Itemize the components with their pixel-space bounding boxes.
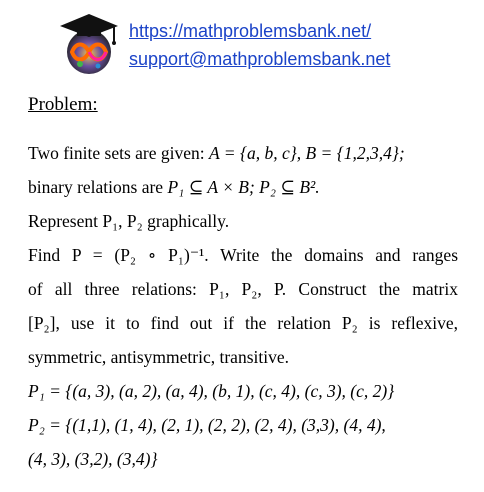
problem-text: [28, 136, 458, 476]
problem-line-1: Two finite sets are given: A = {a, b, c}, B = {1,2,3,4};: [28, 143, 405, 163]
problem-line-4: Find P = (P₂ ∘ P₁)⁻¹. Write the domains and ranges: [28, 245, 458, 265]
problem-line-2: binary relations are P₁ ⊆ A × B; P₂ ⊆ B².: [28, 177, 320, 197]
problem-line-7: symmetric, antisymmetric, transitive.: [28, 347, 289, 367]
header: [0, 0, 484, 80]
problem-line-5: of all three relations: P₁, P₂, P. Construct the matrix: [28, 279, 458, 299]
relation-p2: P₂ = {(1,1), (1, 4), (2, 1), (2, 2), (2, 4), (3,3), (4, 4),: [28, 415, 386, 435]
website-link[interactable]: https://mathproblemsbank.net/: [129, 21, 372, 41]
graduation-cap-infinity-logo: [58, 12, 120, 78]
support-email-link[interactable]: support@mathproblemsbank.net: [129, 49, 391, 69]
problem-line-3: Represent P₁, P₂ graphically.: [28, 211, 230, 231]
problem-line-6: [P₂], use it to find out if the relation P₂ is reflexive,: [28, 313, 458, 333]
relation-p1: P₁ = {(a, 3), (a, 2), (a, 4), (b, 1), (c, 4), (c, 3), (c, 2)}: [28, 381, 395, 401]
problem-heading: Problem:: [28, 94, 98, 115]
relation-p2-continued: (4, 3), (3,2), (3,4)}: [28, 449, 158, 469]
